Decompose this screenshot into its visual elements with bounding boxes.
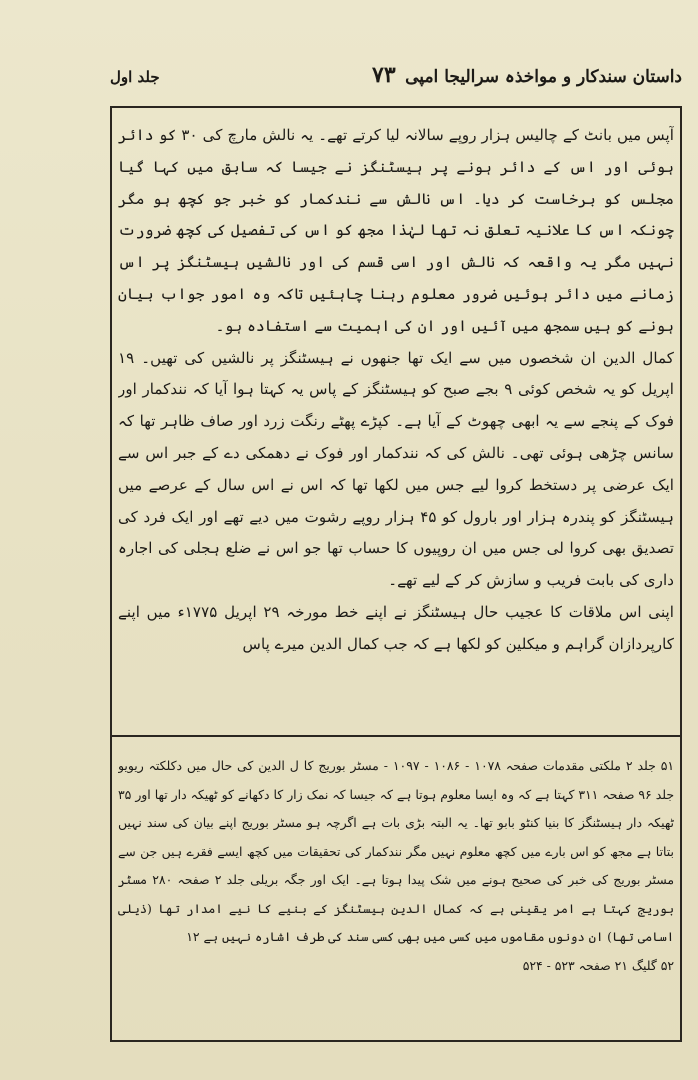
running-title: داستان سندکار و مواخذہ سرالیجا امپی [405,67,682,87]
footnote: ۵۱ جلد ۲ ملکتی مقدمات صفحہ ۱۰۷۸ - ۱۰۸۶ - ۱۰۹۷ - مسٹر بوریج کا ل الدین کی حال میں دکلکتہ ریویو جلد ۹۶ صفحہ ۳۱۱ کہتا ہے کہ وہ ایسا معلوم ہوتا ہے کہ جیسا کہ نمک زار کا دکھانے کو ٹھیکہ دار تھا اور ۳۵ ٹھیکہ دار ہیسٹنگز کا بنیا کنٹو بابو تھا۔ یہ البتہ بڑی بات ہے اگرچہ ہو مسٹر بوریج اپنے بیان کی سند نہیں بتاتا ہے مجھ کو اس بارے میں کچھ معلوم نہیں مگر نندکمار کی تحقیقات میں کچھ ایسے فقرے ہیں جن سے مسٹر بوریج کی خبر کی صحیح ہونے میں شک پیدا ہوتا ہے۔ ایک اور جگہ بریلی جلد ۲ صفحہ ۲۸۰ مسٹر بوریج کہتا ہے امر یقینی ہے کہ کمال الدین ہیسٹنگز کے بنیے کا نیے امدار تھا (ذیلی اسامی تھا) ان دونوں مقاموں میں کسی میں بھی کسی سند کی طرف اشارہ نہیں ہے ۱۲ [118,758,674,944]
body-paragraph: آپس میں بانٹ کے چالیس ہزار روپے سالانہ لیا کرتے تھے۔ یہ نالش مارچ کی ۳۰ کو دائر ہوئی اور اس کے دائر ہونے پر ہیسٹنگز نے جیسا کہ سابق میں کہا گیا مجلس کو برخاست کر دیا۔ اس نالش سے نندکمار کو خبر جو کچھ ہو مگر چونکہ اس کا علانیہ تعلق نہ تھا لہٰذا مجھ کو اس کی تفصیل کی کچھ ضرورت نہیں مگر یہ واقعہ کہ نالش اور اسی قسم کی اور نالشیں ہیسٹنگز پر اس زمانے میں دائر ہوئیں ضرور معلوم رہنا چاہئیں تاکہ وہ امور جواب بیان ہونے کو ہیں سمجھ میں آئیں اور ان کی اہمیت سے استفادہ ہو۔ [118,126,674,335]
footnote: ۵۲ گلیگ ۲۱ صفحہ ۵۲۳ - ۵۲۴ [522,957,674,973]
footnotes [118,752,674,1002]
page-number: ۷۳ [372,62,396,88]
body-paragraph: اپنی اس ملاقات کا عجیب حال ہیسٹنگز نے اپنے خط مورخہ ۲۹ اپریل ۱۷۷۵ء میں اپنے کارپردازان گراہم و میکلین کو لکھا ہے کہ جب کمال الدین میرے پاس [118,602,674,653]
main-text [118,120,674,720]
footnote-divider [112,735,680,737]
running-header [110,62,682,98]
body-paragraph: کمال الدین ان شخصوں میں سے ایک تھا جنھوں نے ہیسٹنگز پر نالشیں کی تھیں۔ ۱۹ اپریل کو یہ شخص کوئی ۹ بجے صبح کو ہیسٹنگز کے پاس یہ کہتا ہوا آیا کہ نندکمار اور فوک کے پنجے سے یہ ابھی چھوٹ کے آیا ہے۔ کپڑے پھٹے رنگت زرد اور صاف ظاہر تھا کہ سانس چڑھی ہوئی تھی۔ نالش کی کہ نندکمار اور فوک نے دھمکی دے کے جبر اس سے ایک عرضی پر دستخط کروا لیے جس میں لکھا تھا کہ اس نے اس سال کے عرصے میں ہیسٹنگز کو پندرہ ہزار اور بارول کو ۴۵ ہزار روپے رشوت میں دیے تھے اور ایک فرد کی تصدیق بھی کروا لی جس میں ان روپیوں کا حساب تھا جو اس نے ضلع ہجلی کی اجارہ داری کی بابت فریب و سازش کر کے لیے تھے۔ [118,348,674,590]
volume-label: جلد اول [110,68,160,86]
